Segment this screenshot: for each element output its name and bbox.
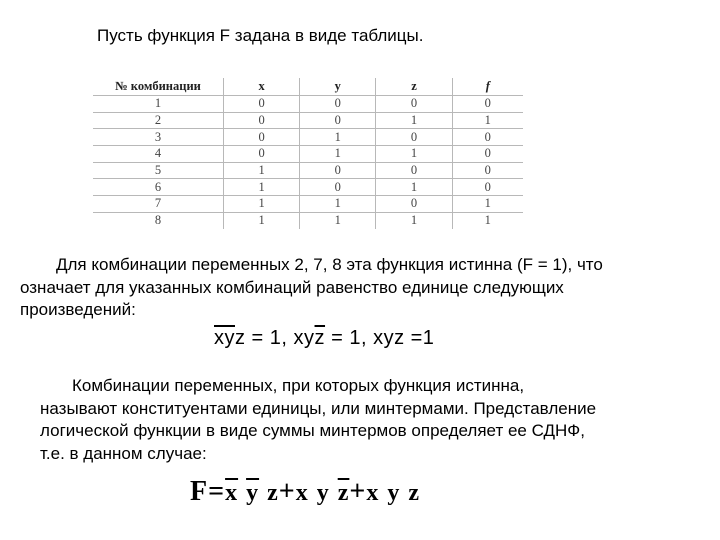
table-cell: 0 (300, 96, 376, 113)
table-cell: 1 (300, 212, 376, 228)
var-y: y (383, 327, 395, 349)
equation-text: = 1, (325, 327, 374, 349)
table-cell: 1 (224, 179, 300, 196)
paragraph-line: логической функции в виде суммы минтермов определяет ее СДНФ, (40, 421, 585, 440)
column-header-z: z (376, 78, 452, 96)
table-cell: 1 (376, 179, 452, 196)
var-x: x (366, 480, 380, 506)
plus-sign: + (278, 476, 296, 507)
table-row (93, 129, 523, 146)
var-x-negated: $\overline{x}$ (225, 480, 239, 506)
var-y: y (387, 480, 401, 506)
table-cell: 0 (224, 146, 300, 163)
var-z-negated: $\overline{z}$ (337, 480, 350, 506)
plus-sign: + (349, 476, 367, 507)
sdnf-formula (190, 476, 420, 508)
table-cell: 5 (93, 162, 224, 179)
table-cell: 0 (452, 179, 523, 196)
table-row (93, 179, 523, 196)
table-cell: 1 (452, 212, 523, 228)
paragraph-line: называют конституентами единицы, или минтермами. Представление (40, 398, 597, 418)
paragraph-line: т.е. в данном случае: (40, 443, 207, 463)
table-cell: 1 (224, 196, 300, 213)
var-z-negated: $\overline{z}$ (314, 327, 326, 349)
table-cell: 1 (224, 212, 300, 228)
column-header-combination: № комбинации (93, 78, 224, 96)
products-equation (214, 327, 434, 350)
var-z: z (267, 480, 279, 506)
table-cell: 0 (376, 162, 452, 179)
table-cell: 0 (376, 96, 452, 113)
var-z: z (408, 480, 420, 506)
equation-text: = 1, (245, 327, 294, 349)
var-y: y (304, 327, 315, 349)
table-cell: 1 (300, 129, 376, 146)
column-header-f: f (452, 78, 523, 96)
column-header-x: x (224, 78, 300, 96)
paragraph-true-combinations (20, 254, 720, 322)
table-cell: 1 (300, 196, 376, 213)
table-cell: 1 (376, 146, 452, 163)
table-cell: 0 (376, 129, 452, 146)
table-cell: 1 (300, 146, 376, 163)
var-y-negated: $\overline{y}$ (246, 480, 260, 506)
table-cell: 0 (452, 129, 523, 146)
equals-sign: = (208, 476, 226, 507)
var-x-negated: $\overline{x}$ (214, 327, 225, 349)
table-cell: 1 (93, 96, 224, 113)
table-cell: 1 (376, 212, 452, 228)
formula-lhs: F (190, 476, 209, 507)
table-row (93, 146, 523, 163)
table-cell: 0 (300, 112, 376, 129)
table-cell: 1 (224, 162, 300, 179)
table-cell: 0 (224, 112, 300, 129)
paragraph-line: означает для указанных комбинаций равенство единице следующих (20, 277, 564, 297)
var-x: x (295, 480, 309, 506)
table-header-row (93, 78, 523, 96)
table-cell: 0 (452, 96, 523, 113)
var-y: y (316, 480, 330, 506)
table-cell: 0 (300, 179, 376, 196)
table-cell: 6 (93, 179, 224, 196)
var-z: z (394, 327, 405, 349)
table-cell: 1 (452, 196, 523, 213)
table-row (93, 212, 523, 228)
var-x: x (373, 327, 384, 349)
table-cell: 4 (93, 146, 224, 163)
paragraph-line: произведений: (20, 300, 136, 319)
table-cell: 0 (376, 196, 452, 213)
table-cell: 0 (452, 162, 523, 179)
table-cell: 0 (224, 96, 300, 113)
table-row (93, 196, 523, 213)
table-row (93, 112, 523, 129)
paragraph-line: Комбинации переменных, при которых функция истинна, (72, 376, 525, 395)
var-x: x (293, 327, 305, 349)
equation-text: =1 (404, 327, 435, 349)
table-row (93, 96, 523, 113)
table-cell: 7 (93, 196, 224, 213)
var-z: z (235, 327, 246, 349)
table-cell: 0 (452, 146, 523, 163)
paragraph-line: Для комбинации переменных 2, 7, 8 эта функция истинна (F = 1), что (56, 255, 603, 274)
table-cell: 0 (224, 129, 300, 146)
table-row (93, 162, 523, 179)
table-cell: 0 (300, 162, 376, 179)
var-y-negated: $\overline{y}$ (224, 327, 235, 349)
table-cell: 8 (93, 212, 224, 228)
column-header-y: y (300, 78, 376, 96)
table-cell: 1 (452, 112, 523, 129)
truth-table (93, 78, 523, 229)
table-cell: 1 (376, 112, 452, 129)
table-cell: 3 (93, 129, 224, 146)
table-cell: 2 (93, 112, 224, 129)
intro-text: Пусть функция F задана в виде таблицы. (97, 26, 424, 45)
paragraph-minterms (40, 375, 720, 465)
